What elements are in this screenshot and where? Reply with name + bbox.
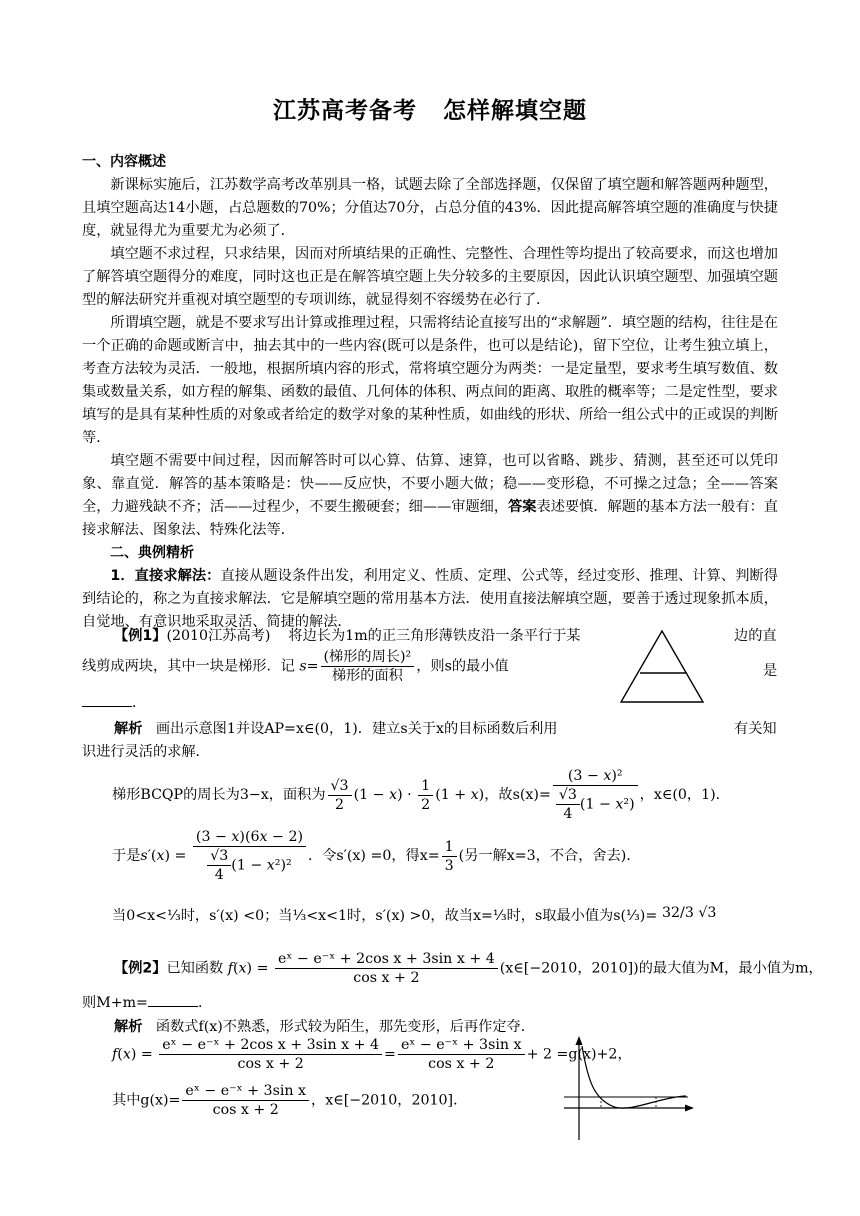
function-graph-figure — [560, 1036, 695, 1140]
fraction: $\frac{\text{(梯形的周长)²}}{\text{梯形的面积}}$ — [321, 648, 415, 685]
solution1-line4: 于是s′(x) = (3 − x)(6x − 2) $\frac{√3}{4}$ (1 − x²)² ．令s′(x) =0，得x= $\frac{1}{3}$ (另一解x=3，不合，舍去)． — [112, 829, 641, 883]
page-title: 江苏高考备考 怎样解填空题 — [273, 98, 587, 124]
solution1-line1-end: 有关知 — [734, 721, 777, 737]
solution1-result: 32/3 √3 — [662, 905, 717, 921]
answer-blank: ． — [82, 692, 146, 712]
example2-line1: 【例2】已知函数 f(x) = $\frac{\text{eˣ − e⁻ˣ + 2cos x + 3sin x + 4}}{\text{cos x + 2}}$ (x∈[−2010，2010])的最大值为M，最小值为m， — [114, 951, 823, 986]
example1-line1-end: 边的直 — [734, 628, 777, 644]
example1-line2-end: 是 — [763, 663, 778, 679]
paragraph: 所谓填空题，就是不要求写出计算或推理过程，只需将结论直接写出的“求解题”．填空题的结构，往往是在一个正确的命题或断言中，抽去其中的一些内容(既可以是条件，也可以是结论)，留下空位，让考生独立填上，考查方法较为灵活．一般地，根据所填内容的形式，常将填空题分为两类：一是定量型，要求考生填写数值、数集或数量关系，如方程的解集、函数的最值、几何体的体积、两点间的距离、取胜的概率等；二是定性型，要求填写的是具有某种性质的对象或者给定的数学对象的某种性质，如曲线的形状、所给一组公式中的正或误的判断等． — [82, 315, 778, 446]
solution1-line3: 梯形BCQP的周长为3−x，面积为 $\frac{√3}{2}$ (1 − x) · $\frac{1}{2}$ (1 + x)，故s(x)= (3 − x)² $\frac{√3}{4}$ (1 − x²) ，x∈(0，1)． — [112, 768, 730, 822]
solution2-line2: f(x) = $\frac{\text{eˣ − e⁻ˣ + 2cos x + 3sin x + 4}}{\text{cos x + 2}}$ = $\frac{\text{eˣ − e⁻ˣ + 3sin x}}{\text{cos x + 2}}$ + 2 =g(x)+2， — [112, 1037, 632, 1072]
example1-line1: 【例1】(2010江苏高考) 将边长为1m的正三角形薄铁皮沿一条平行于某 — [114, 628, 581, 644]
example1-line2: 线剪成两块，其中一块是梯形．记 s= $\frac{\text{(梯形的周长)²}}{\text{梯形的面积}}$ ，则s的最小值 — [82, 649, 509, 684]
section-heading: 一、内容概述 — [82, 154, 166, 170]
solution1-line2: 识进行灵活的求解． — [82, 744, 210, 760]
paragraph: 填空题不需要中间过程，因而解答时可以心算、估算、速算，也可以省略、跳步、猜测，甚至还可以凭印象、靠直觉．解答的基本策略是：快——反应快，不要小题大做；稳——变形稳，不可操之过急；全——答案全，力避残缺不齐；活——过程少，不要生搬硬套；细——审题细，答案表述要慎．解题的基本方法一般有：直接求解法、图象法、特殊化法等． — [82, 453, 778, 538]
section-content-overview — [82, 151, 778, 634]
triangle-figure — [618, 628, 708, 706]
paragraph: 新课标实施后，江苏数学高考改革别具一格，试题去除了全部选择题，仅保留了填空题和解答题两种题型，且填空题高达14小题，占总题数的70%；分值达70分，占总分值的43%．因此提高解答填空题的准确度与快捷度，就显得尤为重要尤为必须了． — [82, 177, 778, 239]
solution1-line5: 当0<x<⅓时，s′(x) <0；当⅓<x<1时，s′(x) >0，故当x=⅓时，s取最小值为s(⅓)= — [112, 908, 658, 924]
paragraph: 1．直接求解法：直接从题设条件出发，利用定义、性质、定理、公式等，经过变形、推理、计算、判断得到结论的，称之为直接求解法．它是解填空题的常用基本方法．使用直接法解填空题，要善于透过现象抓本质，自觉地、有意识地采取灵活、简捷的解法． — [82, 568, 778, 630]
solution2-line1: 解析 函数式f(x)不熟悉，形式较为陌生，那先变形，后再作定夺． — [114, 1019, 535, 1035]
solution2-line3: 其中g(x)= $\frac{\text{eˣ − e⁻ˣ + 3sin x}}{\text{cos x + 2}}$ ，x∈[−2010，2010]． — [112, 1083, 468, 1118]
solution1-line1: 解析 画出示意图1并设AP=x∈(0，1)．建立s关于x的目标函数后利用 — [114, 721, 558, 737]
section-heading: 二、典例精析 — [110, 545, 194, 561]
paragraph: 填空题不求过程，只求结果，因而对所填结果的正确性、完整性、合理性等均提出了较高要求，而这也增加了解答填空题得分的难度，同时这也正是在解答填空题上失分较多的主要原因，因此认识填空题型、加强填空题型的解法研究并重视对填空题型的专项训练，就显得刻不容缓势在必行了． — [82, 246, 778, 308]
example2-line2: 则M+m= ． — [82, 995, 213, 1011]
